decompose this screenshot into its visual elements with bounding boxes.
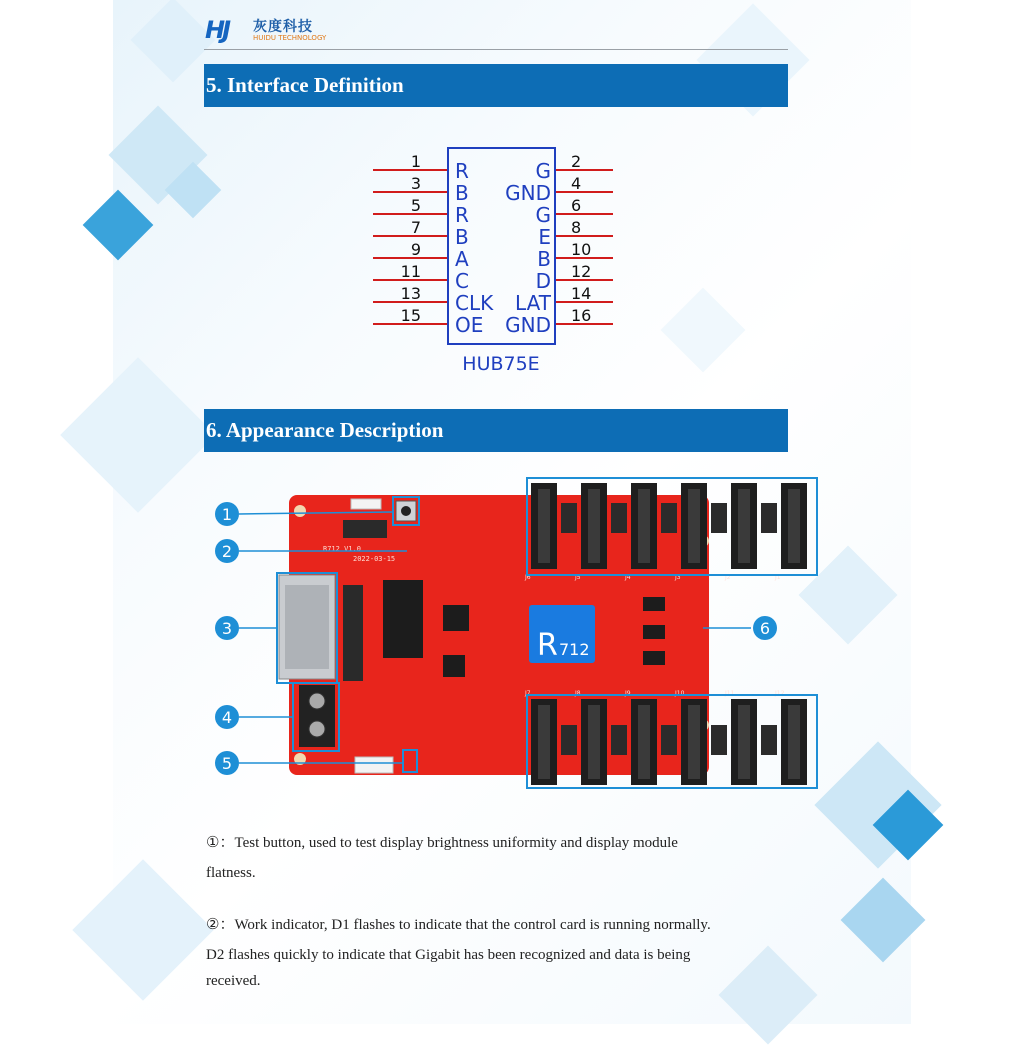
connector-slot <box>788 705 800 779</box>
silkscreen-date: 2022-03-15 <box>353 555 396 563</box>
driver-chip <box>711 503 727 533</box>
description-text: ：Test button, used to test display brightness uniformity and display module <box>219 835 678 851</box>
hub75e-pinout-diagram <box>373 140 613 380</box>
connector-label: J11 <box>725 690 735 697</box>
callout-number: 2 <box>221 542 233 561</box>
connector-slot <box>788 489 800 563</box>
company-name-en: HUIDU TECHNOLOGY <box>253 34 327 42</box>
signal-label: OE <box>455 313 484 337</box>
pin-number: 4 <box>571 174 582 193</box>
pin-number: 10 <box>571 240 592 259</box>
pin-number: 9 <box>410 240 421 259</box>
signal-label: B <box>455 225 469 249</box>
driver-chip <box>711 725 727 755</box>
decor-diamond <box>72 859 213 1000</box>
connector-slot <box>638 489 650 563</box>
header-divider <box>204 49 788 50</box>
ic-chip <box>443 605 469 631</box>
connector-slot <box>538 705 550 779</box>
connector-label: J9 <box>625 690 631 697</box>
signal-label: R <box>455 203 469 227</box>
connector-label: J2 <box>725 574 731 581</box>
connector-label: J4 <box>625 574 631 581</box>
connector-slot <box>738 705 750 779</box>
screw-icon <box>309 721 325 737</box>
driver-chip <box>611 725 627 755</box>
connector-label: J8 <box>575 690 581 697</box>
signal-label: GND <box>505 181 551 205</box>
driver-chip <box>661 725 677 755</box>
signal-label: G <box>535 203 551 227</box>
ethernet-port-face <box>285 585 329 669</box>
pin-number: 5 <box>410 196 421 215</box>
r712-board-illustration <box>203 475 785 795</box>
signal-label: E <box>538 225 551 249</box>
pin-number: 11 <box>400 262 421 281</box>
section-heading-appearance <box>204 409 788 452</box>
driver-chip <box>561 503 577 533</box>
pin-number: 2 <box>571 152 582 171</box>
pin-header <box>343 585 363 681</box>
pin-number: 8 <box>571 218 582 237</box>
description-1-line-2: flatness. <box>206 865 256 881</box>
signal-label: B <box>537 247 551 271</box>
driver-chip <box>761 725 777 755</box>
marker-2: ② <box>206 917 220 933</box>
pin-number: 16 <box>571 306 592 325</box>
white-connector <box>355 757 393 773</box>
pin-number: 3 <box>410 174 421 193</box>
driver-chip <box>661 503 677 533</box>
decor-diamond <box>719 946 818 1045</box>
document-page <box>113 0 911 1024</box>
description-2-line-3: received. <box>206 973 261 989</box>
ic-chip <box>643 597 665 611</box>
connector-slot <box>588 705 600 779</box>
connector-slot <box>638 705 650 779</box>
driver-chip <box>561 725 577 755</box>
callout-number: 5 <box>221 754 233 773</box>
signal-label: GND <box>505 313 551 337</box>
ic-chip <box>643 651 665 665</box>
description-text: ：Work indicator, D1 flashes to indicate that the control card is running normally. <box>219 917 711 933</box>
callout-6 <box>703 600 793 660</box>
pin-number: 13 <box>400 284 421 303</box>
connector-slot <box>688 705 700 779</box>
connector-label: J3 <box>675 574 681 581</box>
badge-letter: R <box>537 628 558 663</box>
connector-slot <box>688 489 700 563</box>
callout-number: 1 <box>221 505 233 524</box>
connector-label: J12 <box>775 690 785 697</box>
pin-number: 14 <box>571 284 592 303</box>
connector-slot <box>738 489 750 563</box>
section-heading-interface <box>204 64 788 107</box>
pin-number: 1 <box>410 152 421 171</box>
ic-chip <box>443 655 465 677</box>
decor-diamond <box>841 878 926 963</box>
signal-label: CLK <box>455 291 494 315</box>
connector-label: J10 <box>675 690 685 697</box>
section-title: 5. Interface Definition <box>206 73 404 97</box>
connector-slot <box>588 489 600 563</box>
network-transformer <box>383 580 423 658</box>
connector-name: HUB75E <box>462 353 540 375</box>
pin-number: 15 <box>400 306 421 325</box>
connector-label: J7 <box>525 690 531 697</box>
ic-chip <box>643 625 665 639</box>
callout-number: 3 <box>221 619 233 638</box>
screw-icon <box>309 693 325 709</box>
logo-mark-icon: HJ <box>205 16 229 44</box>
signal-label: C <box>455 269 469 293</box>
callout-number: 6 <box>759 619 771 638</box>
company-name-cn: 灰度科技 <box>253 19 313 35</box>
signal-label: A <box>455 247 469 271</box>
signal-label: B <box>455 181 469 205</box>
mounting-hole <box>294 505 306 517</box>
marker-1: ① <box>206 835 220 851</box>
pin-number: 7 <box>410 218 421 237</box>
decor-diamond <box>83 190 154 261</box>
pin-header <box>343 520 387 538</box>
description-1-line-1 <box>206 831 678 852</box>
decor-diamond <box>60 357 216 513</box>
signal-label: G <box>535 159 551 183</box>
silkscreen-model: R712 V1.0 <box>323 545 361 553</box>
connector-label: J1 <box>775 574 781 581</box>
decor-diamond <box>131 0 216 82</box>
description-2-line-2: D2 flashes quickly to indicate that Gigabit has been recognized and data is being <box>206 947 691 963</box>
callout-number: 4 <box>221 708 233 727</box>
decor-diamond <box>799 546 898 645</box>
section-title: 6. Appearance Description <box>206 418 444 442</box>
connector-label: J5 <box>575 574 581 581</box>
signal-label: R <box>455 159 469 183</box>
signal-label: LAT <box>515 291 551 315</box>
driver-chip <box>611 503 627 533</box>
decor-diamond <box>661 288 746 373</box>
pin-number: 6 <box>571 196 582 215</box>
pin-number: 12 <box>571 262 592 281</box>
test-button-cap <box>401 506 411 516</box>
connector-slot <box>538 489 550 563</box>
description-2-line-1 <box>206 913 711 934</box>
badge-number: 712 <box>559 640 590 659</box>
connector-label: J6 <box>525 574 531 581</box>
driver-chip <box>761 503 777 533</box>
white-connector <box>351 499 381 509</box>
signal-label: D <box>535 269 551 293</box>
